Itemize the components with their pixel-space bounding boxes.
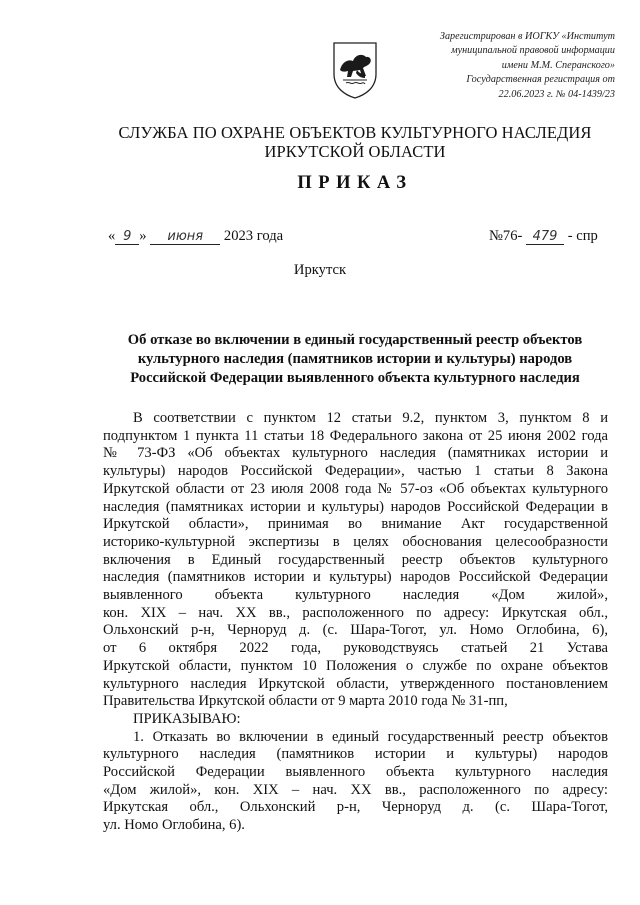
registration-line: Государственная регистрация от — [466, 74, 615, 86]
registration-line: муниципальной правовой информации — [451, 45, 615, 57]
item-line: Российской Федерации выявленного объекта культурного наследия — [103, 764, 608, 781]
document-title: ПРИКАЗ — [297, 173, 413, 193]
item-line: 1. Отказать во включении в единый государственный реестр объектов — [133, 728, 608, 745]
body-line: наследия (памятников истории и культуры) народов Российской Федерации — [103, 569, 608, 586]
number-value: 479 — [526, 229, 564, 245]
registration-line: Зарегистрирован в ИОГКУ «Институт — [439, 31, 615, 42]
body-line: № 73-ФЗ «Об объектах культурного наследия (памятниках истории и — [103, 445, 608, 462]
date-day: 9 — [115, 229, 139, 245]
subject-line: Российской Федерации выявленного объекта культурного наследия — [130, 370, 580, 386]
body-line: Иркутской области, пунктом 10 Положения о службе по охране объектов — [103, 657, 608, 674]
agency-name — [60, 123, 640, 161]
body-line: кон. XIX – нач. XX вв., расположенного по адресу: Иркутская обл., — [103, 604, 608, 621]
subject-line: Об отказе во включении в единый государственный реестр объектов — [127, 332, 583, 348]
registration-stamp — [400, 30, 615, 102]
body-line: выявленного объекта культурного наследия «Дом жилой», — [103, 587, 608, 604]
body-line: включения в Единый государственный реестр объектов культурного — [103, 551, 608, 568]
subject-line: культурного наследия (памятников истории и культуры) народов — [137, 351, 573, 367]
document-city: Иркутск — [293, 262, 347, 278]
body-line: Правительства Иркутской области от 9 марта 2010 года № 31-пп, — [103, 693, 508, 710]
body-line: культуры) народов Российской Федерации», частью 1 статьи 8 Закона — [103, 463, 608, 480]
body-line: культурного наследия Иркутской области, утвержденного постановлением — [103, 675, 608, 692]
agency-line: СЛУЖБА ПО ОХРАНЕ ОБЪЕКТОВ КУЛЬТУРНОГО НАСЛЕДИЯ — [118, 123, 592, 142]
document-body — [103, 410, 608, 835]
item-line: культурного наследия (памятников истории и культуры) народов — [103, 746, 608, 763]
body-line: историко-культурной экспертизы в целях обоснования целесообразности — [103, 533, 608, 550]
item-line: «Дом жилой», кон. XIX – нач. XX вв., расположенного по адресу: — [103, 781, 608, 798]
agency-line: ИРКУТСКОЙ ОБЛАСТИ — [264, 142, 446, 161]
item-line: Иркутская обл., Ольхонский р-н, Черноруд д. (с. Шара-Тогот, — [103, 799, 608, 816]
date-close-quote: » — [139, 228, 147, 244]
registration-line: 22.06.2023 г. № 04-1439/23 — [498, 88, 615, 100]
number-prefix: №76- — [489, 228, 523, 244]
body-line: наследия (памятниках истории и культуры) народов Российской Федерации в — [103, 498, 608, 515]
document-number — [489, 228, 598, 245]
body-line: В соответствии с пунктом 12 статьи 9.2, пунктом 3, пунктом 8 и — [133, 410, 608, 426]
order-word: ПРИКАЗЫВАЮ: — [133, 710, 241, 727]
item-line: ул. Номо Оглобина, 6). — [103, 817, 245, 834]
body-line: Иркутской области», принимая во внимание Акт государственной — [103, 516, 608, 533]
number-suffix: - спр — [567, 228, 598, 244]
body-line: от 6 октября 2022 года, руководствуясь статьей 21 Устава — [103, 640, 608, 657]
document-subject — [60, 331, 640, 388]
date-month: июня — [150, 229, 220, 245]
irkutsk-coat-of-arms-icon — [331, 40, 379, 100]
body-line: подпунктом 1 пункта 11 статьи 18 Федерального закона от 25 июня 2002 года — [103, 427, 608, 444]
body-line: Ольхонский р-н, Черноруд д. (с. Шара-Тогот, ул. Номо Оглобина, 6), — [103, 622, 608, 639]
body-line: Иркутской области от 23 июля 2008 года № 57-оз «Об объектах культурного — [103, 480, 608, 497]
date-year: 2023 года — [223, 228, 284, 244]
date-open-quote: « — [108, 228, 116, 244]
registration-line: имени М.М. Сперанского» — [501, 59, 615, 71]
document-date — [108, 228, 283, 245]
